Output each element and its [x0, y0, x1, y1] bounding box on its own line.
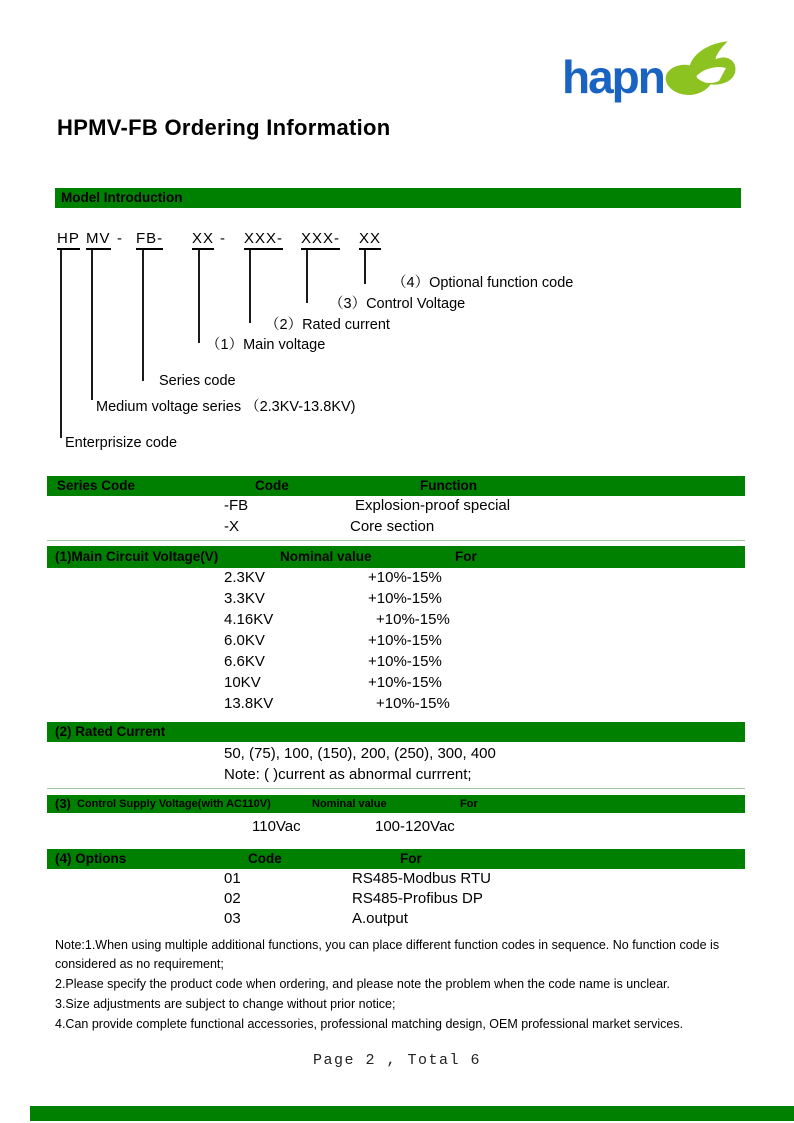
section-header-main-circuit-voltage [47, 546, 745, 568]
code-segment-xx1: XX [192, 230, 214, 250]
tolerance-cell: +10%-15% [376, 611, 450, 628]
voltage-cell: 6.0KV [224, 632, 265, 649]
notes-block [55, 936, 757, 1035]
callout-line [364, 250, 366, 284]
section-title: (2) Rated Current [55, 724, 166, 739]
callout-enterprisize-code: Enterprisize code [65, 435, 178, 451]
tolerance-cell: +10%-15% [368, 653, 442, 670]
callout-line [142, 250, 144, 381]
column-header-for: For [400, 851, 422, 866]
option-code-cell: 01 [224, 870, 241, 887]
section-title: Control Supply Voltage(with AC110V) [77, 798, 271, 810]
callout-medium-voltage-series: Medium voltage series （2.3KV-13.8KV) [96, 399, 356, 415]
column-header-nominal: Nominal value [312, 798, 387, 810]
callout-line [60, 250, 62, 438]
rated-current-note: Note: ( )current as abnormal currrent; [224, 766, 472, 783]
column-header-code: Code [248, 851, 282, 866]
control-range-cell: 100-120Vac [375, 818, 455, 835]
callout-main-voltage: （1）Main voltage [206, 337, 326, 353]
voltage-cell: 10KV [224, 674, 261, 691]
column-header-for: For [455, 549, 477, 564]
code-segment-fb: FB- [136, 230, 163, 250]
logo-text: hapn [562, 51, 664, 103]
code-segment-xxx2: XXX- [301, 230, 340, 250]
tolerance-cell: +10%-15% [368, 674, 442, 691]
footer-bar [30, 1106, 794, 1121]
series-code-cell: -X [224, 518, 239, 535]
series-function-cell: Explosion-proof special [355, 497, 511, 514]
note-line: 3.Size adjustments are subject to change without prior notice; [55, 997, 396, 1011]
code-dash: - [220, 230, 226, 247]
callout-series-code: Series code [159, 373, 236, 389]
series-function-cell: Core section [350, 518, 435, 535]
section-divider [47, 540, 745, 541]
section-title: (1)Main Circuit Voltage(V) [55, 549, 219, 564]
code-segment-xxx1: XXX- [244, 230, 283, 250]
section-title: (4) Options [55, 851, 127, 866]
section-header-rated-current [47, 722, 745, 742]
callout-line [91, 250, 93, 400]
section-header-control-supply-voltage [47, 795, 745, 813]
section-number: (3) [55, 796, 71, 811]
callout-optional-function-code: （4）Optional function code [392, 275, 574, 291]
tolerance-cell: +10%-15% [368, 569, 442, 586]
note-line: 4.Can provide complete functional accessories, professional matching design, OEM professional market services. [55, 1017, 684, 1031]
tolerance-cell: +10%-15% [376, 695, 450, 712]
code-segment-hp: HP [57, 230, 80, 250]
option-for-cell: A.output [352, 910, 408, 927]
footer-page-number: Page 2 , Total 6 [312, 1052, 482, 1069]
section-header-series-code [47, 476, 745, 496]
column-header-for: For [460, 798, 478, 810]
section-divider [47, 788, 745, 789]
voltage-cell: 6.6KV [224, 653, 265, 670]
voltage-cell: 4.16KV [224, 611, 274, 628]
callout-rated-current: （2）Rated current [265, 317, 390, 333]
tolerance-cell: +10%-15% [368, 632, 442, 649]
control-voltage-cell: 110Vac [252, 818, 301, 835]
voltage-cell: 2.3KV [224, 569, 265, 586]
dove-icon [652, 36, 738, 112]
section-title: Model Introduction [61, 190, 183, 205]
voltage-cell: 13.8KV [224, 695, 274, 712]
callout-line [249, 250, 251, 323]
callout-line [198, 250, 200, 343]
column-header-code: Code [255, 478, 289, 493]
code-segment-xx2: XX [359, 230, 381, 250]
note-line: 2.Please specify the product code when ordering, and please note the problem when the code name is unclear. [55, 977, 670, 991]
section-header-model-introduction [55, 188, 741, 208]
option-code-cell: 02 [224, 890, 241, 907]
series-code-cell: -FB [224, 497, 249, 514]
section-title: Series Code [57, 478, 136, 493]
voltage-cell: 3.3KV [224, 590, 265, 607]
callout-control-voltage: （3）Control Voltage [329, 296, 466, 312]
option-code-cell: 03 [224, 910, 241, 927]
callout-line [306, 250, 308, 303]
column-header-nominal: Nominal value [280, 549, 372, 564]
section-header-options [47, 849, 745, 869]
rated-current-values: 50, (75), 100, (150), 200, (250), 300, 400 [224, 745, 496, 762]
option-for-cell: RS485-Modbus RTU [352, 870, 491, 887]
logo [560, 38, 730, 113]
code-dash: - [117, 230, 123, 247]
page-title: HPMV-FB Ordering Information [57, 115, 391, 140]
tolerance-cell: +10%-15% [368, 590, 442, 607]
column-header-function: Function [420, 478, 477, 493]
option-for-cell: RS485-Profibus DP [352, 890, 483, 907]
code-segment-mv: MV [86, 230, 111, 250]
note-line: Note:1.When using multiple additional functions, you can place different function codes in sequence. No function code is considered as no requirement; [55, 938, 720, 971]
